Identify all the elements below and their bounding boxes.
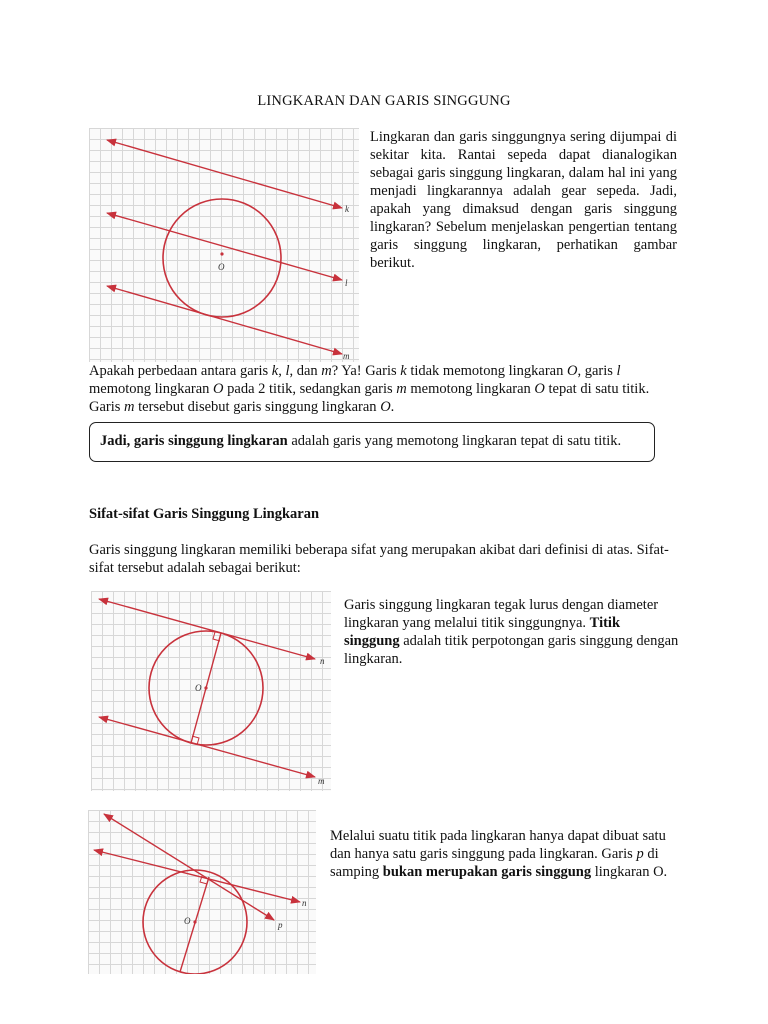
figure-tangent-lines-klm <box>89 128 359 362</box>
property-2-text: lingkaran O. <box>591 864 668 880</box>
property-1-text: adalah titik perpotongan garis singgung dengan lingkaran. <box>344 633 679 667</box>
var-m: m <box>321 363 332 379</box>
label-m: m <box>318 776 325 786</box>
figure-1-drawing <box>89 128 359 362</box>
line-n <box>99 599 315 659</box>
line-p <box>104 814 274 920</box>
comparison-text: , garis <box>577 363 617 379</box>
var-k: k <box>271 363 279 379</box>
comparison-text: ? Ya! Garis <box>331 363 401 379</box>
comparison-text: Apakah perbedaan antara garis <box>89 363 272 379</box>
label-p: p <box>278 920 283 930</box>
label-o: O <box>218 262 225 272</box>
property-2-paragraph <box>330 827 680 881</box>
section-intro-paragraph: Garis singgung lingkaran memiliki beberapa sifat yang merupakan akibat dari definisi di atas. Sifat-sifat tersebut adalah sebagai berikut: <box>89 542 669 576</box>
var-o: O <box>534 381 545 397</box>
property-1-text: Garis singgung lingkaran tegak lurus dengan diameter lingkaran yang melalui titik singgungnya. <box>344 597 659 631</box>
figure-2-drawing <box>91 591 331 791</box>
var-o: O <box>380 399 391 415</box>
figure-3-drawing <box>88 810 316 974</box>
page-title: LINGKARAN DAN GARIS SINGGUNG <box>257 93 511 109</box>
center-point-o <box>220 252 223 255</box>
definition-text: adalah garis yang memotong lingkaran tepat di satu titik. <box>287 433 622 449</box>
property-1-bold: Titik singgung <box>344 615 621 649</box>
line-m <box>107 286 342 354</box>
var-p: p <box>636 846 644 862</box>
label-n: n <box>302 898 307 908</box>
property-1-paragraph <box>344 596 679 668</box>
comparison-text: , dan <box>289 363 322 379</box>
definition-bold: Jadi, garis singgung lingkaran <box>100 433 288 449</box>
center-point-o <box>204 686 207 689</box>
label-o: O <box>184 916 191 926</box>
label-n: n <box>320 656 325 666</box>
comparison-text: tidak memotong lingkaran <box>406 363 567 379</box>
comparison-text: pada 2 titik, sedangkan garis <box>223 381 397 397</box>
line-k <box>107 140 342 208</box>
line-n <box>94 850 300 902</box>
definition-box <box>89 422 655 462</box>
comparison-text: tepat di satu titik. Garis <box>89 381 650 415</box>
property-2-text: Melalui suatu titik pada lingkaran hanya dapat dibuat satu dan hanya satu garis singgung pada lingkaran. Garis <box>330 828 666 862</box>
var-k: k <box>400 363 407 379</box>
var-o: O <box>566 363 578 379</box>
comparison-text: memotong lingkaran <box>406 381 535 397</box>
property-2-bold: bukan merupakan garis singgung <box>382 864 592 880</box>
label-m: m <box>343 351 350 361</box>
line-l <box>107 213 342 280</box>
intro-paragraph: Lingkaran dan garis singgungnya sering dijumpai di sekitar kita. Rantai sepeda dapat dianalogikan sebagai garis singgung lingkaran, dalam hal ini yang menjadi lingkarannya adalah gear sepeda. Jadi, apakah yang dimaksud dengan garis singgung lingkaran? Sebelum menjelaskan pengertian tentang garis singgung lingkaran, perhatikan gambar berikut. <box>370 129 677 271</box>
section-heading <box>89 506 319 523</box>
var-l: l <box>616 363 621 379</box>
var-m: m <box>124 399 135 415</box>
figure-tangent-perpendicular <box>91 591 331 791</box>
comparison-text: tersebut disebut garis singgung lingkaran <box>134 399 381 415</box>
var-o: O <box>213 381 224 397</box>
label-l: l <box>345 278 348 288</box>
section-heading-text: Sifat-sifat Garis Singgung Lingkaran <box>89 506 320 522</box>
var-m: m <box>396 381 407 397</box>
comparison-paragraph <box>89 362 679 416</box>
property-2-text: di samping <box>330 846 659 880</box>
figure-unique-tangent <box>88 810 316 974</box>
center-point-o <box>193 920 196 923</box>
comparison-text: . <box>390 399 395 415</box>
var-l: l <box>285 363 290 379</box>
line-m <box>99 717 315 777</box>
comparison-text: memotong lingkaran <box>89 381 214 397</box>
label-k: k <box>345 204 349 214</box>
comparison-text: , <box>278 363 286 379</box>
label-o: O <box>195 683 202 693</box>
